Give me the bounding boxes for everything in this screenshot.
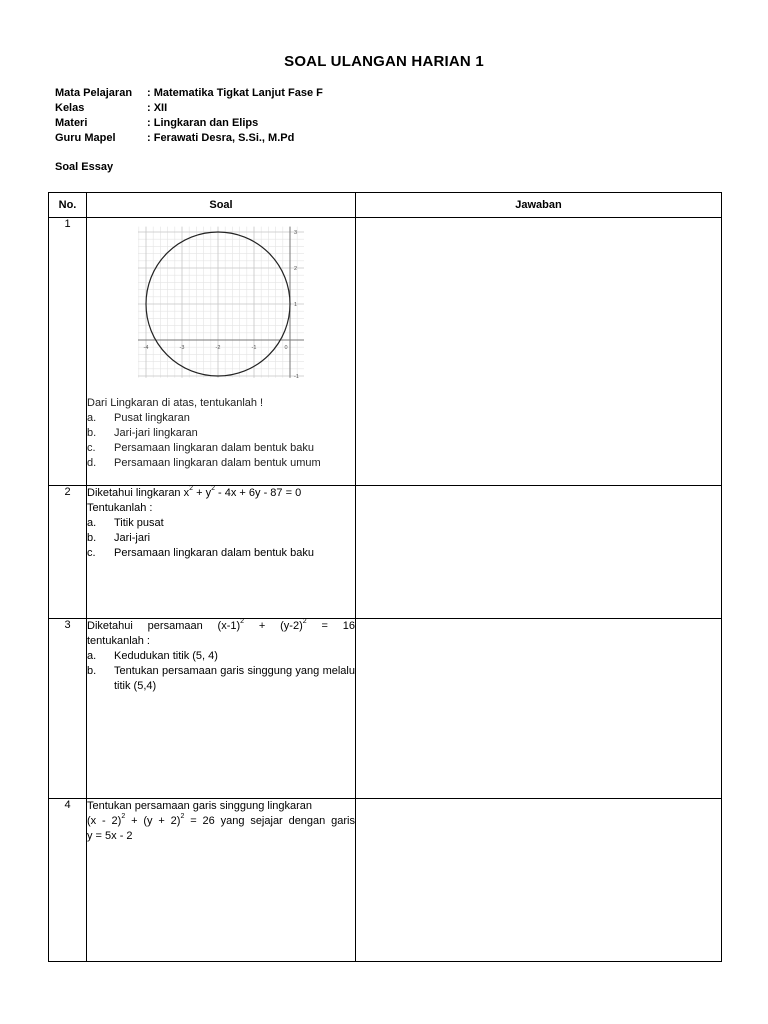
- question-prompt: [87, 486, 355, 501]
- option-item: [87, 664, 355, 694]
- table-header-row: [49, 193, 722, 218]
- info-row-class: [55, 101, 323, 116]
- question-prompt: Tentukan persamaan garis singgung lingkaran: [87, 800, 313, 812]
- info-key: Kelas: [55, 102, 85, 114]
- equation-text: Diketahui lingkaran x: [87, 487, 190, 499]
- equation-text: (x - 2): [87, 815, 122, 827]
- x-tick-label: 0: [284, 345, 288, 351]
- document-info: [55, 86, 323, 146]
- equation-text: + y: [193, 487, 212, 499]
- option-letter: a.: [87, 412, 97, 424]
- option-text: Persamaan lingkaran dalam bentuk baku: [114, 442, 314, 454]
- question-cell: [87, 218, 356, 486]
- info-value: : Lingkaran dan Elips: [147, 117, 259, 129]
- header-jawaban: Jawaban: [356, 193, 722, 218]
- option-text: Tentukan persamaan garis singgung yang melalu titik (5,4): [114, 665, 355, 692]
- exponent: 2: [302, 618, 307, 626]
- question-prompt: Dari Lingkaran di atas, tentukanlah !: [87, 397, 264, 409]
- info-value: : XII: [147, 102, 168, 114]
- question-cell: [87, 799, 356, 962]
- page-title: SOAL ULANGAN HARIAN 1: [284, 53, 484, 70]
- y-tick-label: 1: [294, 302, 298, 308]
- option-text: Titik pusat: [114, 517, 164, 529]
- x-tick-label: -1: [251, 345, 257, 351]
- answer-cell[interactable]: [356, 619, 722, 799]
- option-item: [87, 426, 355, 441]
- y-tick-label: 3: [294, 230, 298, 236]
- answer-cell[interactable]: [356, 486, 722, 619]
- x-tick-label: -2: [215, 345, 221, 351]
- exponent: 2: [189, 485, 194, 493]
- option-letter: b.: [87, 427, 97, 439]
- y-tick-label: 2: [294, 266, 298, 272]
- x-tick-label: -4: [143, 345, 149, 351]
- exponent: 2: [211, 485, 215, 493]
- table-row: [49, 799, 722, 962]
- equation-text: = 26 yang sejajar dengan garis: [184, 815, 355, 827]
- answer-cell[interactable]: [356, 799, 722, 962]
- equation-text: + (y-2): [244, 620, 303, 632]
- option-letter: d.: [87, 457, 97, 469]
- option-text: Kedudukan titik (5, 4): [114, 650, 218, 662]
- option-letter: a.: [87, 517, 97, 529]
- option-item: [87, 456, 355, 471]
- circle-graph-svg: [138, 223, 304, 379]
- header-no: No.: [49, 193, 87, 218]
- question-line: y = 5x - 2: [87, 830, 133, 842]
- y-tick-label: -1: [294, 374, 299, 379]
- equation-text: - 4x + 6y - 87 = 0: [214, 487, 302, 499]
- question-number: 3: [49, 619, 87, 799]
- question-number: 2: [49, 486, 87, 619]
- x-tick-label: -3: [179, 345, 185, 351]
- option-text: Jari-jari: [114, 532, 151, 544]
- info-key: Guru Mapel: [55, 132, 116, 144]
- option-text: Persamaan lingkaran dalam bentuk umum: [114, 457, 321, 469]
- option-letter: b.: [87, 665, 97, 677]
- section-label: Soal Essay: [55, 161, 114, 173]
- question-cell: [87, 486, 356, 619]
- table-row: [49, 486, 722, 619]
- exponent: 2: [121, 813, 126, 821]
- info-row-subject: [55, 86, 323, 101]
- exponent: 2: [240, 618, 245, 626]
- header-soal: Soal: [87, 193, 356, 218]
- option-letter: a.: [87, 650, 97, 662]
- option-text: Persamaan lingkaran dalam bentuk baku: [114, 547, 314, 559]
- equation-text: = 16: [306, 620, 355, 632]
- equation-text: + (y + 2): [125, 815, 181, 827]
- question-number: 4: [49, 799, 87, 962]
- info-value: : Matematika Tigkat Lanjut Fase F: [147, 87, 323, 99]
- table-row: [49, 619, 722, 799]
- question-number: 1: [49, 218, 87, 486]
- question-equation: [87, 814, 355, 829]
- info-value: : Ferawati Desra, S.Si., M.Pd: [147, 132, 295, 144]
- table-row: [49, 218, 722, 486]
- option-letter: b.: [87, 532, 97, 544]
- option-letter: c.: [87, 547, 96, 559]
- option-text: Jari-jari lingkaran: [114, 427, 198, 439]
- answer-cell[interactable]: [356, 218, 722, 486]
- info-row-material: [55, 116, 323, 131]
- option-item: [87, 441, 355, 456]
- exponent: 2: [180, 813, 185, 821]
- option-letter: c.: [87, 442, 96, 454]
- option-item: [87, 411, 355, 426]
- option-item: [87, 516, 355, 531]
- question-cell: [87, 619, 356, 799]
- question-instruction: Tentukanlah :: [87, 502, 153, 514]
- option-item: [87, 531, 355, 546]
- info-key: Mata Pelajaran: [55, 87, 133, 99]
- info-row-teacher: [55, 131, 323, 146]
- question-table: [48, 192, 722, 962]
- option-item: [87, 649, 355, 664]
- equation-text: Diketahui persamaan (x-1): [87, 620, 241, 632]
- circle-graph: [87, 218, 355, 385]
- option-text: Pusat lingkaran: [114, 412, 190, 424]
- question-prompt: [87, 619, 355, 634]
- info-key: Materi: [55, 117, 88, 129]
- question-instruction: tentukanlah :: [87, 635, 150, 647]
- option-item: [87, 546, 355, 561]
